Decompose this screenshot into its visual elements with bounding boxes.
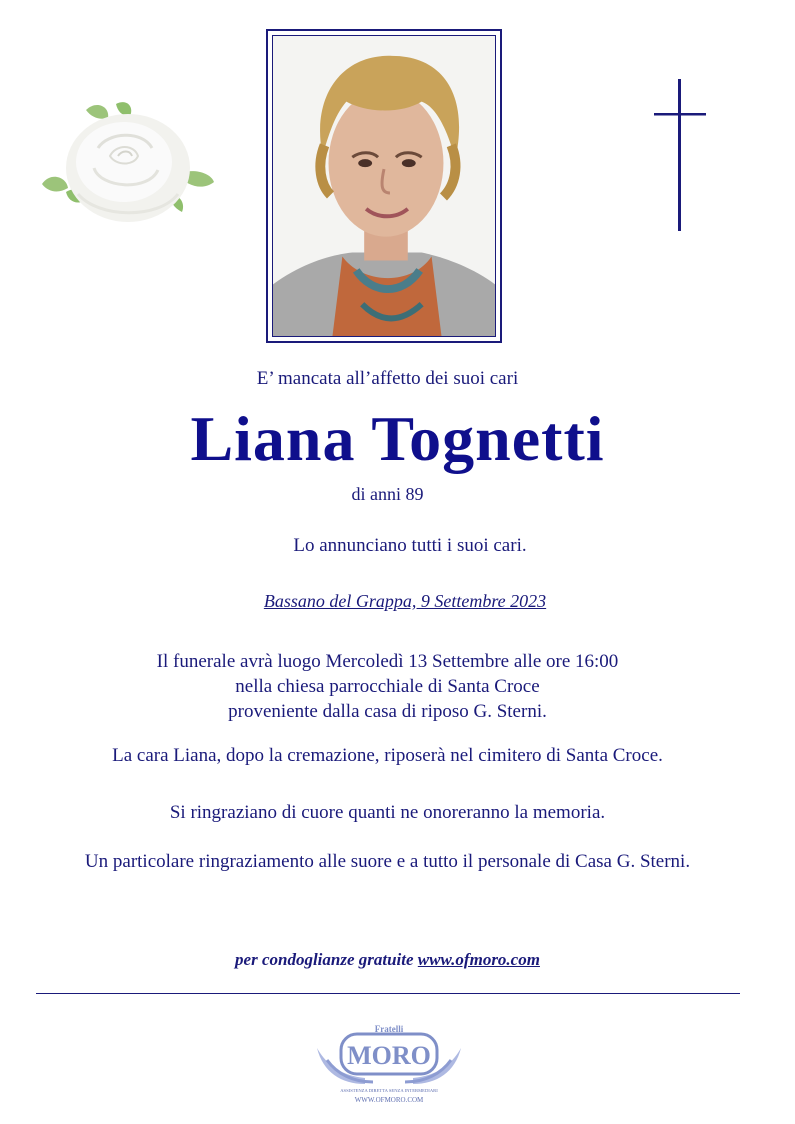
portrait-frame (266, 29, 502, 343)
intro-line: E’ mancata all’affetto dei suoi cari (256, 368, 519, 389)
condolences-line (0, 950, 775, 970)
funeral-line: nella chiesa parrocchiale di Santa Croce (235, 676, 540, 697)
logo-brand: MORO (347, 1041, 431, 1070)
funeral-line: proveniente dalla casa di riposo G. Sterni. (228, 701, 547, 722)
funeral-line: Il funerale avrà luogo Mercoledì 13 Settembre alle ore 16:00 (156, 651, 619, 672)
funeral-details (0, 649, 775, 724)
condolences-label: per condoglianze gratuite (235, 950, 414, 969)
condolences-link[interactable]: www.ofmoro.com (417, 950, 540, 969)
moro-logo (313, 1018, 465, 1106)
announcement-line: Lo annunciano tutti i suoi cari. (293, 535, 527, 556)
age-line: di anni 89 (351, 484, 424, 504)
cremation-line: La cara Liana, dopo la cremazione, riposerà nel cimitero di Santa Croce. (112, 745, 663, 766)
place-date-line: Bassano del Grappa, 9 Settembre 2023 (263, 591, 547, 611)
logo-tagline: ASSISTENZA DIRETTA SENZA INTERMEDIARI (340, 1088, 438, 1093)
thanks-line: Si ringraziano di cuore quanti ne onoreranno la memoria. (169, 802, 606, 823)
cross-icon (654, 79, 706, 231)
divider (36, 993, 740, 994)
white-rose-icon (38, 98, 218, 228)
portrait-photo (272, 35, 496, 337)
logo-url: WWW.OFMORO.COM (354, 1096, 424, 1104)
special-thanks-line: Un particolare ringraziamento alle suore e a tutto il personale di Casa G. Sterni. (84, 851, 691, 872)
logo-top-text: Fratelli (374, 1024, 404, 1034)
deceased-name: Liana Tognetti (190, 403, 605, 474)
